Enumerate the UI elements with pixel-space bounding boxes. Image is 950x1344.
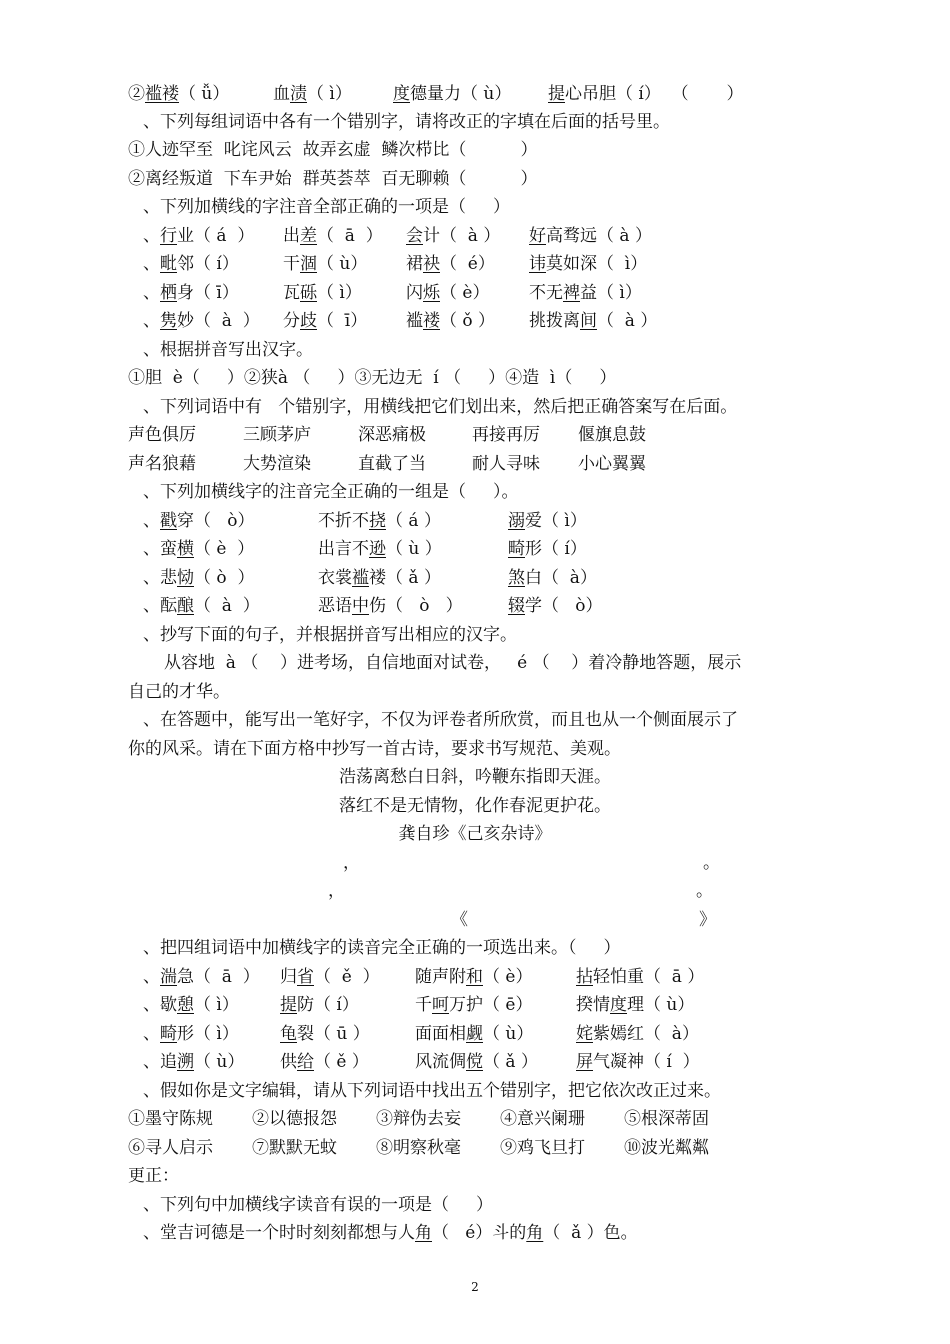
text-run: 心吊胆（ í） （ ） (565, 84, 744, 104)
text-run: （ á ） (386, 511, 441, 531)
text-segment (576, 1020, 699, 1048)
text-run: ①人迹罕至 叱诧风云 故弄玄虚 鳞次栉比（ ） (128, 140, 538, 160)
text-run: ①墨守陈规 (128, 1109, 213, 1129)
underlined-char: 渍 (290, 84, 307, 104)
text-run: 耐人寻味 (472, 454, 540, 474)
text-run: ②以德报怨 (252, 1109, 337, 1129)
text-segment (508, 535, 587, 563)
text-segment (696, 877, 713, 905)
text-run: 邻（ í） (177, 254, 239, 274)
underlined-char: 辍 (508, 596, 525, 616)
text-run: 千 (415, 995, 432, 1015)
text-run: （ ǎ ） (483, 1052, 538, 1072)
underlined-char: 给 (297, 1052, 314, 1072)
text-run: 、下列加横线字的注音完全正确的一组是（ ）。 (143, 482, 519, 502)
text-run: 、在答题中，能写出一笔好字，不仅为评卷者所欣赏，而且也从一个侧面展示了 (143, 710, 738, 730)
underlined-char: 煞 (508, 568, 525, 588)
text-segment (128, 364, 616, 392)
text-segment (128, 165, 537, 193)
text-run: （ ù） (483, 1024, 534, 1044)
text-run: 理（ ù） (627, 995, 695, 1015)
text-segment (406, 250, 495, 278)
underlined-char: 角 (415, 1223, 432, 1243)
text-segment (128, 1105, 213, 1133)
text-segment (500, 1134, 585, 1162)
underlined-char: 褛 (423, 311, 440, 331)
text-run: ②离经叛道 下车尹始 群英荟萃 百无聊赖（ ） (128, 169, 538, 189)
text-segment (143, 478, 519, 506)
text-segment (143, 592, 260, 620)
text-run: 、下列句中加横线字读音有误的一项是（ ） (143, 1195, 494, 1215)
text-segment (143, 1077, 721, 1105)
text-line (0, 763, 950, 791)
text-segment (578, 421, 646, 449)
underlined-char: 挠 (369, 511, 386, 531)
text-run: 学（ ò） (525, 596, 603, 616)
text-run: 随声附 (415, 967, 466, 987)
text-segment (283, 279, 362, 307)
text-run: 偃旗息鼓 (578, 425, 646, 445)
text-segment (318, 592, 463, 620)
text-segment (143, 307, 260, 335)
text-segment (280, 991, 359, 1019)
text-segment (243, 421, 311, 449)
text-run: 恶语 (318, 596, 352, 616)
underlined-char: 傥 (466, 1052, 483, 1072)
text-run: 伤（ ò ） (369, 596, 463, 616)
text-run: 不折不 (318, 511, 369, 531)
text-segment (529, 279, 642, 307)
text-segment (500, 1105, 585, 1133)
text-segment (164, 649, 741, 677)
text-segment (283, 307, 367, 335)
underlined-char: 会 (406, 226, 423, 246)
text-segment (128, 678, 230, 706)
text-segment (624, 1134, 709, 1162)
text-segment (143, 108, 670, 136)
text-segment (508, 564, 597, 592)
text-run: 益（ ì） (580, 283, 642, 303)
underlined-char: 提 (280, 995, 297, 1015)
text-segment (451, 906, 468, 934)
text-run: 、抄写下面的句子，并根据拼音写出相应的汉字。 (143, 625, 517, 645)
text-segment (576, 963, 704, 991)
text-segment (128, 421, 196, 449)
text-run: 供 (280, 1052, 297, 1072)
text-run: 莫如深（ ì） (546, 254, 648, 274)
text-segment (143, 706, 738, 734)
text-run: 浩荡离愁白日斜，吟鞭东指即天涯。 (339, 767, 611, 787)
text-run: ⑥寻人启示 (128, 1138, 213, 1158)
text-run: 、 (143, 967, 160, 987)
text-run: 妙（ à ） (177, 311, 260, 331)
text-run: （ à ） (597, 311, 658, 331)
text-segment (143, 991, 239, 1019)
text-segment (339, 767, 611, 787)
underlined-char: 褴 (352, 568, 369, 588)
text-segment (143, 336, 313, 364)
underlined-char: 逊 (369, 539, 386, 559)
underlined-char: 度 (393, 84, 410, 104)
text-segment (143, 934, 621, 962)
text-segment (283, 250, 367, 278)
text-run: 、下列加横线的字注音全部正确的一项是（ ） (143, 197, 511, 217)
text-run: ④意兴阑珊 (500, 1109, 585, 1129)
text-run: 。 (696, 881, 713, 901)
underlined-char: 呵 (432, 995, 449, 1015)
text-run: （ ǚ） (179, 84, 230, 104)
underlined-char: 行 (160, 226, 177, 246)
text-run: 、根据拼音写出汉字。 (143, 340, 313, 360)
text-segment (143, 1219, 638, 1247)
text-run: 落红不是无情物，化作春泥更护花。 (339, 796, 611, 816)
text-segment (128, 1134, 213, 1162)
text-segment (376, 1134, 461, 1162)
text-run: 再接再厉 (472, 425, 540, 445)
text-segment (339, 796, 611, 816)
text-segment (143, 250, 239, 278)
text-run: 、假如你是文字编辑，请从下列词语中找出五个错别字，把它依次改正过来。 (143, 1081, 721, 1101)
text-segment (143, 1020, 239, 1048)
text-segment (143, 279, 239, 307)
text-segment (143, 1048, 244, 1076)
text-run: （ é）斗的 (432, 1223, 527, 1243)
text-segment (699, 906, 716, 934)
text-segment (406, 279, 489, 307)
text-segment (393, 80, 511, 108)
text-run: 声色俱厉 (128, 425, 196, 445)
text-run: 、追 (143, 1052, 177, 1072)
text-segment (273, 80, 352, 108)
underlined-char: 畸 (508, 539, 525, 559)
underlined-char: 度 (610, 995, 627, 1015)
page-number: 2 (471, 1280, 479, 1294)
text-run: 形（ í） (525, 539, 587, 559)
text-segment (128, 450, 196, 478)
text-run: 挑拨离 (529, 311, 580, 331)
text-segment (143, 621, 517, 649)
text-run: 出言不 (318, 539, 369, 559)
text-run: 三顾茅庐 (243, 425, 311, 445)
text-segment (318, 535, 442, 563)
text-run: 、悲 (143, 568, 177, 588)
text-run: ①胆 è（ ）②狭à （ ）③无边无 í （ ）④造 ì（ ） (128, 368, 617, 388)
text-segment (128, 136, 537, 164)
text-segment (128, 80, 229, 108)
text-run: ③辩伪去妄 (376, 1109, 461, 1129)
text-run: （ ā ） (317, 226, 383, 246)
text-run: ⑨鸡飞旦打 (500, 1138, 585, 1158)
underlined-char: 畸 (160, 1024, 177, 1044)
text-run: ， (328, 881, 345, 901)
text-run: （ ì） (317, 283, 362, 303)
text-run: 、歇 (143, 995, 177, 1015)
text-segment (128, 735, 621, 763)
text-run: 裂（ ū ） (297, 1024, 370, 1044)
text-run: 《 (451, 910, 468, 930)
text-segment (252, 1105, 337, 1133)
text-run: （ ì） (307, 84, 352, 104)
text-segment (399, 824, 552, 844)
text-segment (280, 963, 380, 991)
text-segment (318, 507, 441, 535)
text-run: 爱（ ì） (525, 511, 587, 531)
text-run: 声名狼藉 (128, 454, 196, 474)
text-segment (318, 564, 441, 592)
text-segment (508, 507, 587, 535)
text-run: 、 (143, 311, 160, 331)
underlined-char: 袂 (423, 254, 440, 274)
text-run: 、 (143, 283, 160, 303)
text-run: 白（ à） (525, 568, 597, 588)
text-run: （ ě ） (314, 967, 380, 987)
text-run: 大势渲染 (243, 454, 311, 474)
text-run: ⑤根深蒂固 (624, 1109, 709, 1129)
text-segment (578, 450, 646, 478)
underlined-char: 褴褛 (145, 84, 179, 104)
text-run: 直截了当 (358, 454, 426, 474)
underlined-char: 觑 (466, 1024, 483, 1044)
text-segment (358, 421, 426, 449)
text-run: 出 (283, 226, 300, 246)
text-run: 你的风采。请在下面方格中抄写一首古诗，要求书写规范、美观。 (128, 739, 621, 759)
underlined-char: 涸 (300, 254, 317, 274)
underlined-char: 恸 (177, 568, 194, 588)
text-run: 、 (143, 1024, 160, 1044)
text-segment (576, 1048, 700, 1076)
underlined-char: 酿 (177, 596, 194, 616)
text-run: （ ù） (194, 1052, 245, 1072)
text-run: 、 (143, 226, 160, 246)
text-segment (252, 1134, 337, 1162)
text-run: 归 (280, 967, 297, 987)
underlined-char: 中 (352, 596, 369, 616)
text-run: （ è ） (194, 539, 255, 559)
text-run: （ ò ） (194, 568, 255, 588)
text-run: 高骛远（ à ） (546, 226, 652, 246)
text-run: 轻怕重（ ā ） (593, 967, 705, 987)
text-run: （ è） (440, 283, 490, 303)
text-segment (529, 307, 657, 335)
text-segment (415, 1020, 533, 1048)
text-run: 瓦 (283, 283, 300, 303)
text-segment (343, 849, 360, 877)
underlined-char: 横 (177, 539, 194, 559)
underlined-char: 憩 (177, 995, 194, 1015)
text-segment (529, 222, 652, 250)
text-run: 气凝神（ í ） (593, 1052, 700, 1072)
text-segment (328, 877, 345, 905)
underlined-char: 拈 (576, 967, 593, 987)
text-run: 自己的才华。 (128, 682, 230, 702)
underlined-char: 烁 (423, 283, 440, 303)
text-segment (143, 535, 254, 563)
text-run: 褛（ ǎ ） (369, 568, 441, 588)
text-segment (406, 307, 495, 335)
text-segment (143, 1191, 493, 1219)
underlined-char: 溺 (508, 511, 525, 531)
underlined-char: 和 (466, 967, 483, 987)
text-segment (406, 222, 500, 250)
text-run: 从容地 à （ ）进考场，自信地面对试卷， é （ ）着冷静地答题，展示 (164, 653, 742, 673)
text-run: （ ì） (194, 995, 239, 1015)
text-run: 风流倜 (415, 1052, 466, 1072)
text-run: ② (128, 84, 145, 104)
text-run: 不无 (529, 283, 563, 303)
text-run: 干 (283, 254, 300, 274)
text-run: 、下列每组词语中各有一个错别字，请将改正的字填在后面的括号里。 (143, 112, 670, 132)
text-run: 血 (273, 84, 290, 104)
underlined-char: 栖 (160, 283, 177, 303)
text-segment (472, 450, 540, 478)
underlined-char: 隽 (160, 311, 177, 331)
text-run: 裙 (406, 254, 423, 274)
text-run: ⑧明察秋毫 (376, 1138, 461, 1158)
text-segment (128, 1162, 179, 1190)
underlined-char: 毗 (160, 254, 177, 274)
underlined-char: 砾 (300, 283, 317, 303)
underlined-char: 屏 (576, 1052, 593, 1072)
underlined-char: 歧 (300, 311, 317, 331)
text-segment (280, 1048, 369, 1076)
underlined-char: 角 (526, 1223, 544, 1243)
underlined-char: 差 (300, 226, 317, 246)
text-segment (415, 991, 532, 1019)
text-segment (376, 1105, 461, 1133)
text-segment (548, 80, 743, 108)
text-segment (508, 592, 602, 620)
text-segment (280, 1020, 370, 1048)
text-segment (143, 507, 254, 535)
text-run: 小心翼翼 (578, 454, 646, 474)
text-segment (143, 222, 254, 250)
underlined-char: 省 (297, 967, 314, 987)
text-segment (243, 450, 311, 478)
text-segment (703, 849, 720, 877)
text-run: 。 (703, 853, 720, 873)
underlined-char: 提 (548, 84, 565, 104)
text-run: 紫嫣红（ à） (593, 1024, 699, 1044)
text-run: 深恶痛极 (358, 425, 426, 445)
text-run: 德量力（ ù） (410, 84, 512, 104)
text-segment (576, 991, 694, 1019)
text-run: 、酝 (143, 596, 177, 616)
underlined-char: 裨 (563, 283, 580, 303)
text-run: 形（ ì） (177, 1024, 239, 1044)
text-run: （ è） (483, 967, 533, 987)
text-run: 、蛮 (143, 539, 177, 559)
text-run: （ ù） (317, 254, 368, 274)
underlined-char: 戳 (160, 511, 177, 531)
text-run: （ ǒ ） (440, 311, 496, 331)
text-run: 、 (143, 511, 160, 531)
text-segment (143, 193, 510, 221)
text-run: （ é） (440, 254, 495, 274)
underlined-char: 湍 (160, 967, 177, 987)
text-run: 》 (699, 910, 716, 930)
text-run: （ à ） (194, 596, 260, 616)
text-run: ⑦默默无蚊 (252, 1138, 337, 1158)
text-run: （ ī） (317, 311, 368, 331)
text-run: 身（ ī） (177, 283, 239, 303)
text-segment (415, 963, 532, 991)
text-segment (143, 564, 254, 592)
text-run: （ ǎ ）色。 (543, 1223, 638, 1243)
text-run: 分 (283, 311, 300, 331)
text-segment (624, 1105, 709, 1133)
text-segment (143, 393, 737, 421)
text-run: 衣裳 (318, 568, 352, 588)
text-segment (358, 450, 426, 478)
text-run: ⑩波光粼粼 (624, 1138, 709, 1158)
text-run: 闪 (406, 283, 423, 303)
underlined-char: 姹 (576, 1024, 593, 1044)
text-run: 、下列词语中有 个错别字，用横线把它们划出来，然后把正确答案写在后面。 (143, 397, 738, 417)
text-segment (472, 421, 540, 449)
text-run: （ ě ） (314, 1052, 369, 1072)
underlined-char: 溯 (177, 1052, 194, 1072)
text-run: 、把四组词语中加横线字的读音完全正确的一项选出来。（ ） (143, 938, 621, 958)
text-run: 万护（ ē） (449, 995, 533, 1015)
text-segment (283, 222, 383, 250)
text-run: 业（ á ） (177, 226, 255, 246)
text-line (0, 820, 950, 848)
underlined-char: 间 (580, 311, 597, 331)
underlined-char: 龟 (280, 1024, 297, 1044)
text-line (0, 792, 950, 820)
text-run: 揆情 (576, 995, 610, 1015)
text-run: 褴 (406, 311, 423, 331)
text-run: 、堂吉诃德是一个时时刻刻都想与人 (143, 1223, 415, 1243)
text-run: （ ù ） (386, 539, 442, 559)
text-run: 龚自珍《己亥杂诗》 (398, 824, 552, 844)
underlined-char: 讳 (529, 254, 546, 274)
text-segment (143, 963, 260, 991)
text-run: 穿（ ò） (177, 511, 255, 531)
text-run: 计（ à ） (423, 226, 501, 246)
underlined-char: 好 (529, 226, 546, 246)
text-run: 急（ ā ） (177, 967, 260, 987)
text-run: 防（ í） (297, 995, 359, 1015)
text-run: 、 (143, 254, 160, 274)
text-run: ， (343, 853, 360, 873)
text-run: 面面相 (415, 1024, 466, 1044)
text-segment (529, 250, 647, 278)
text-segment (415, 1048, 538, 1076)
text-run: 更正： (128, 1166, 179, 1186)
